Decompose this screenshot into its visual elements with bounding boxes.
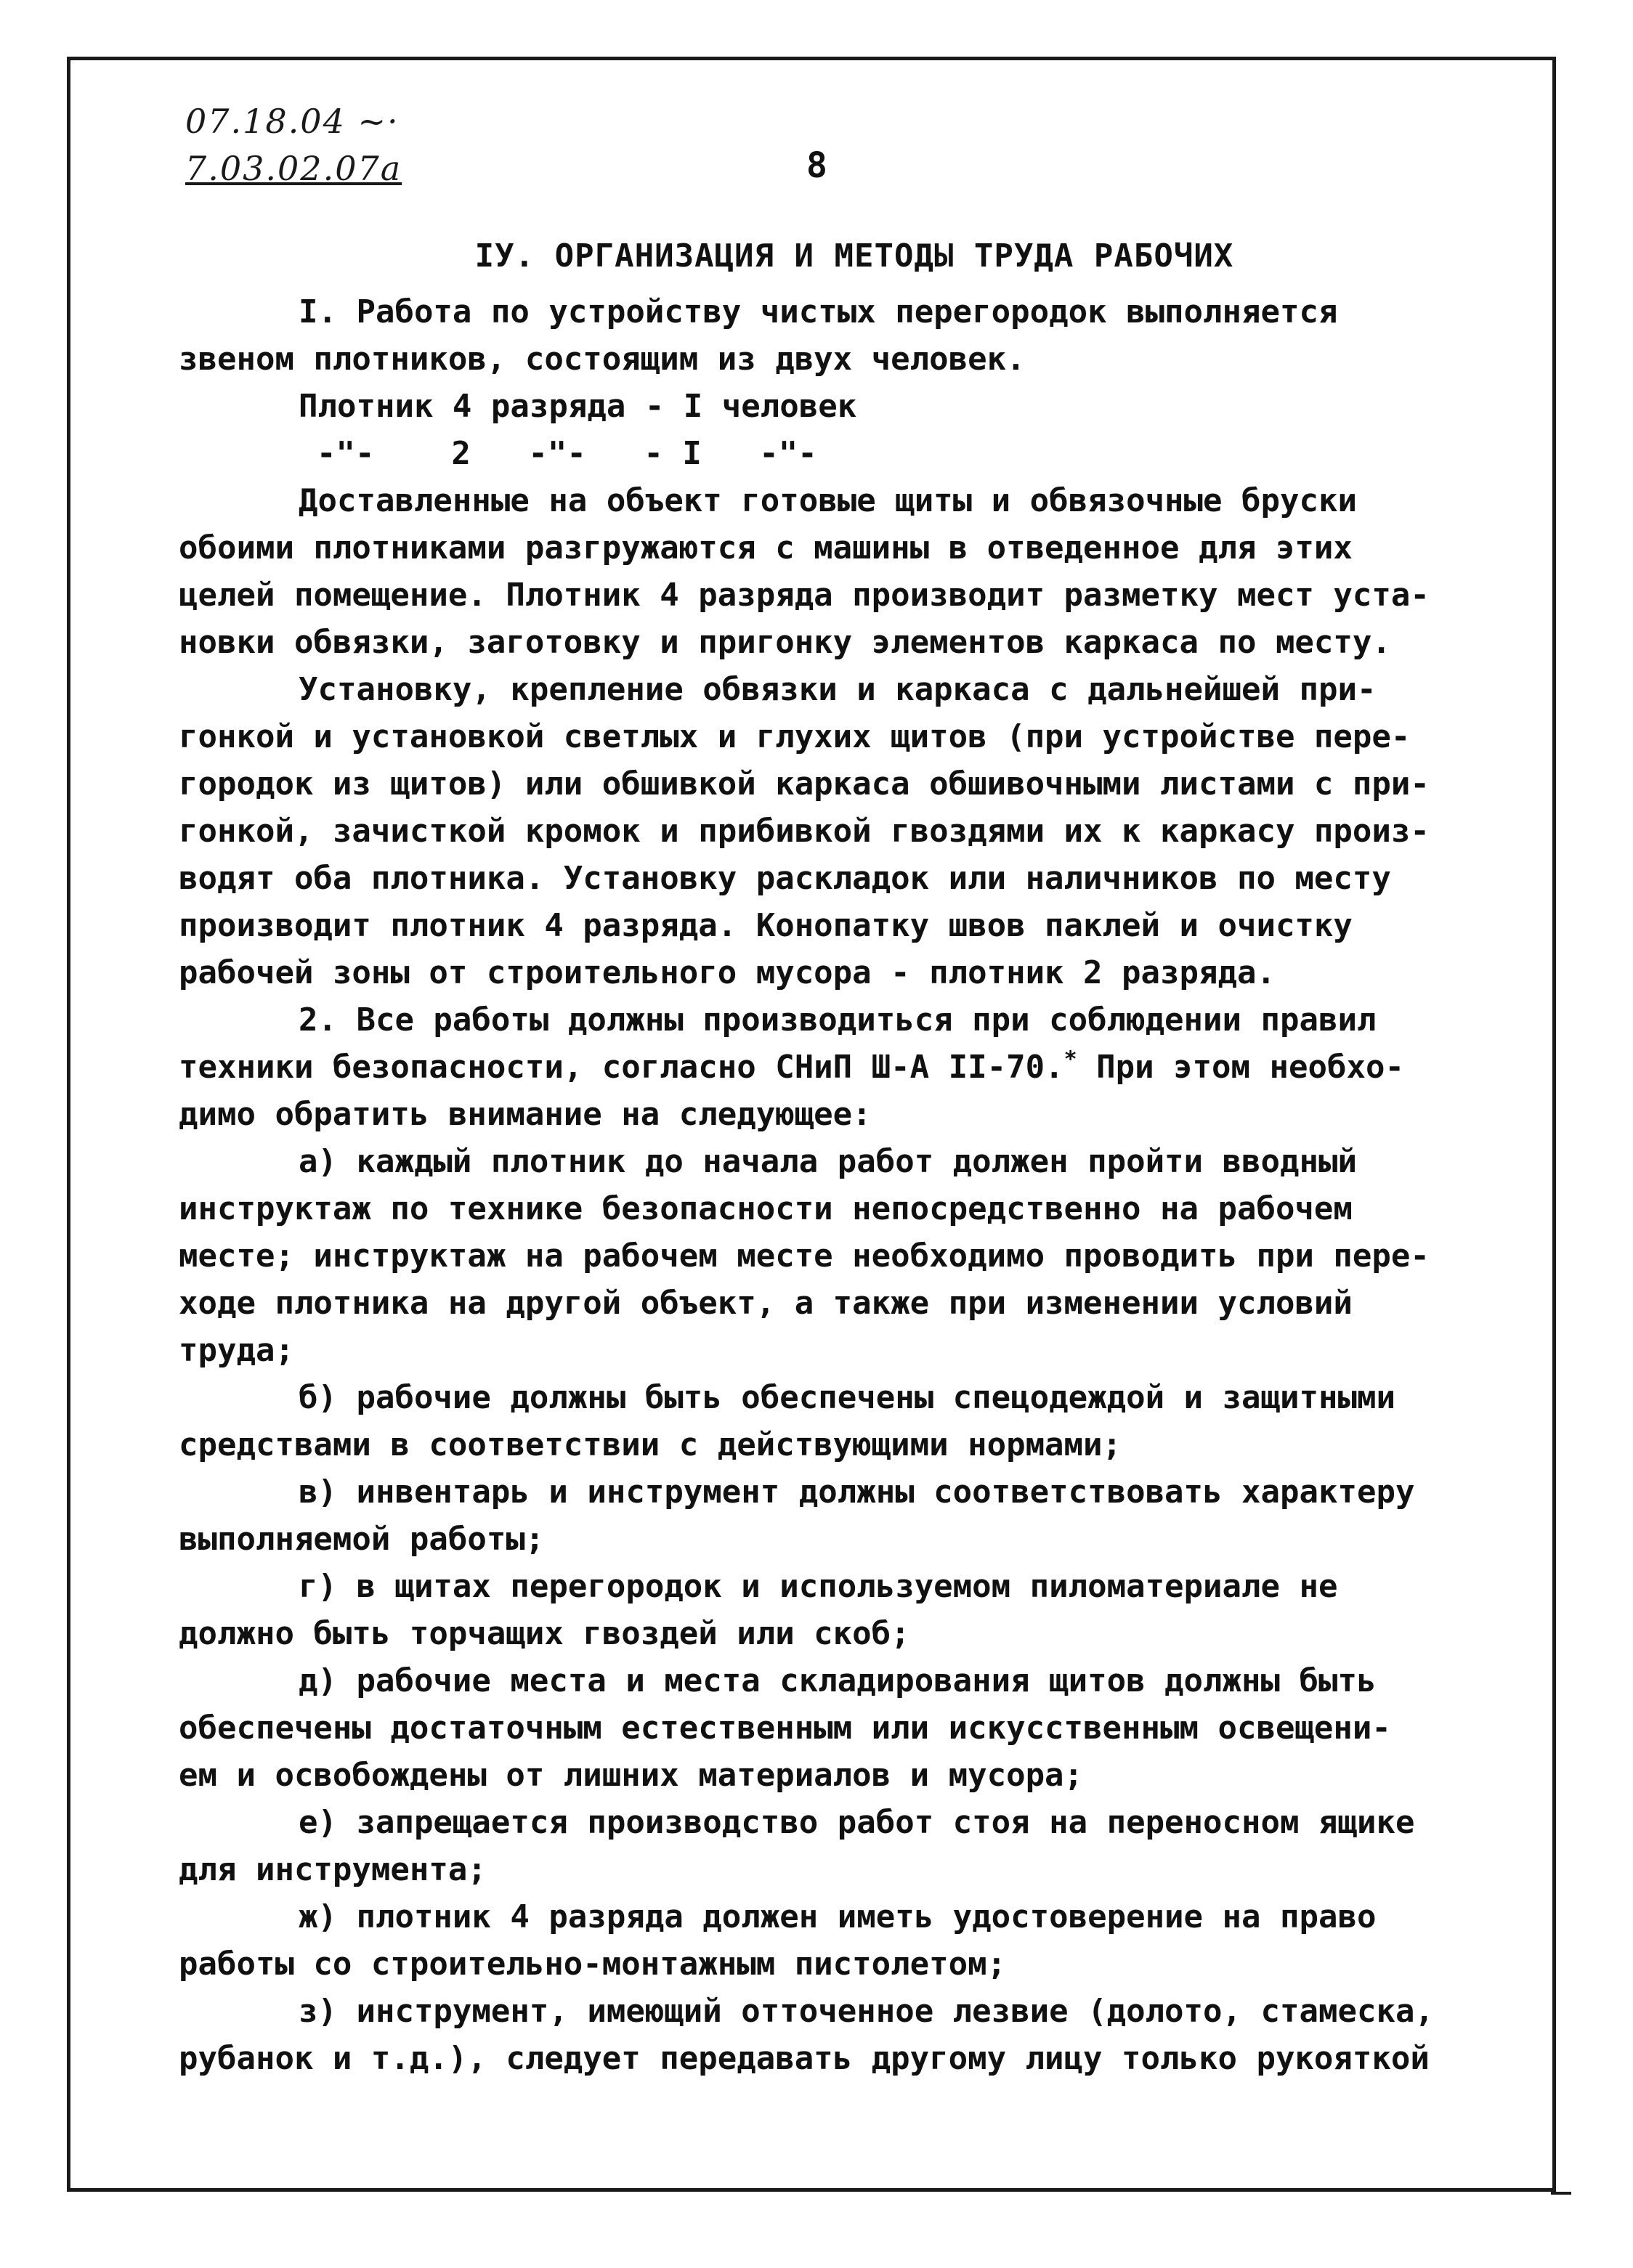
text-line: водят оба плотника. Установку раскладок или наличников по месту xyxy=(179,860,1391,897)
text-line: ходе плотника на другой объект, а также при изменении условий xyxy=(179,1285,1353,1322)
text-line: -"- 2 -"- - I -"- xyxy=(317,435,817,472)
list-item-e: е) запрещается производство работ стоя на переносном ящике xyxy=(299,1804,1415,1841)
text-line: выполняемой работы; xyxy=(179,1521,545,1558)
footnote-mark: * xyxy=(1063,1046,1077,1073)
list-item-z: з) инструмент, имеющий отточенное лезвие (долото, стамеска, xyxy=(299,1993,1434,2030)
text-line: производит плотник 4 разряда. Конопатку швов паклей и очистку xyxy=(179,907,1353,944)
text-line: городок из щитов) или обшивкой каркаса обшивочными листами с при- xyxy=(179,765,1430,802)
list-item-g: г) в щитах перегородок и используемом пиломатериале не xyxy=(299,1568,1338,1605)
list-item-v: в) инвентарь и инструмент должны соответствовать характеру xyxy=(299,1474,1415,1511)
text-line: инструктаж по технике безопасности непосредственно на рабочем xyxy=(179,1190,1353,1227)
text-line: ем и освобождены от лишних материалов и мусора; xyxy=(179,1757,1084,1794)
text-line: рабочей зоны от строительного мусора - плотник 2 разряда. xyxy=(179,954,1276,991)
text-line: новки обвязки, заготовку и пригонку элементов каркаса по месту. xyxy=(179,624,1391,661)
text-line: 2. Все работы должны производиться при соблюдении правил xyxy=(299,1001,1377,1039)
text-segment: техники безопасности, согласно СНиП Ш-А II-70. xyxy=(179,1049,1064,1086)
text-line: месте; инструктаж на рабочем месте необходимо проводить при пере- xyxy=(179,1237,1430,1275)
text-line: целей помещение. Плотник 4 разряда производит разметку мест уста- xyxy=(179,577,1430,614)
list-item-d: д) рабочие места и места складирования щитов должны быть xyxy=(299,1662,1377,1699)
page-number: 8 xyxy=(806,145,827,186)
text-line: работы со строительно-монтажным пистолетом; xyxy=(179,1946,1007,1983)
text-line: труда; xyxy=(179,1332,294,1369)
text-line: обеспечены достаточным естественным или искусственным освещени- xyxy=(179,1710,1391,1747)
text-line: обоими плотниками разгружаются с машины в отведенное для этих xyxy=(179,529,1353,566)
list-item-b: б) рабочие должны быть обеспечены спецодеждой и защитными xyxy=(299,1379,1395,1416)
text-line xyxy=(179,1044,1472,1091)
list-item-zh: ж) плотник 4 разряда должен иметь удостоверение на право xyxy=(299,1898,1377,1935)
text-line: для инструмента; xyxy=(179,1851,487,1888)
handwritten-code-1: 07.18.04 ~· xyxy=(185,102,400,141)
text-line: димо обратить внимание на следующее: xyxy=(179,1096,872,1133)
text-line: Плотник 4 разряда - I человек xyxy=(299,388,857,425)
section-heading: IУ. ОРГАНИЗАЦИЯ И МЕТОДЫ ТРУДА РАБОЧИХ xyxy=(474,237,1234,275)
handwritten-code-2: 7.03.02.07a xyxy=(185,149,402,188)
text-line: средствами в соответствии с действующими нормами; xyxy=(179,1426,1122,1463)
text-line: гонкой, зачисткой кромок и прибивкой гвоздями их к каркасу произ- xyxy=(179,813,1430,850)
text-line: Доставленные на объект готовые щиты и обвязочные бруски xyxy=(299,482,1357,519)
document-body xyxy=(179,232,1472,2082)
text-line: гонкой и установкой светлых и глухих щитов (при устройстве пере- xyxy=(179,718,1411,755)
text-line: I. Работа по устройству чистых перегородок выполняется xyxy=(299,293,1338,330)
text-line: звеном плотников, состоящим из двух человек. xyxy=(179,341,1026,378)
text-line: должно быть торчащих гвоздей или скоб; xyxy=(179,1615,910,1652)
border-mark xyxy=(1551,2192,1571,2195)
text-segment: При этом необхо- xyxy=(1077,1049,1404,1086)
list-item-a: а) каждый плотник до начала работ должен пройти вводный xyxy=(299,1143,1357,1180)
text-line: рубанок и т.д.), следует передавать другому лицу только рукояткой xyxy=(179,2040,1430,2077)
text-line: Установку, крепление обвязки и каркаса с дальнейшей при- xyxy=(299,671,1377,708)
